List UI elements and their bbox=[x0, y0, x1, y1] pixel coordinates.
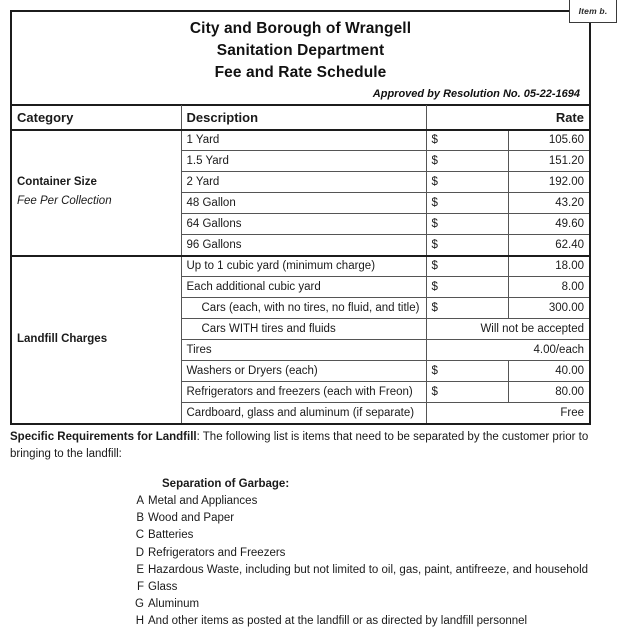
rate-value-cell: Free bbox=[426, 403, 590, 424]
specific-requirements-text: : The following list is items that need to be separated by the customer prior to bringing to the landfill: bbox=[10, 431, 589, 460]
header-title-line-3: Fee and Rate Schedule bbox=[214, 64, 387, 81]
list-item-letter: E bbox=[136, 563, 144, 576]
rate-value-cell: 105.60 bbox=[508, 130, 590, 151]
description-cell: 48 Gallon bbox=[181, 193, 426, 214]
list-item-text: Wood and Paper bbox=[148, 512, 235, 525]
rate-currency-symbol: $ bbox=[426, 214, 508, 235]
list-item-letter: B bbox=[136, 512, 144, 525]
description-cell: 2 Yard bbox=[181, 172, 426, 193]
list-item-text: Refrigerators and Freezers bbox=[148, 546, 286, 559]
table-header-row bbox=[11, 106, 590, 130]
column-header-rate: Rate bbox=[426, 106, 590, 130]
rate-value-cell: 62.40 bbox=[508, 235, 590, 256]
rate-currency-symbol: $ bbox=[426, 235, 508, 256]
rate-currency-symbol: $ bbox=[426, 361, 508, 382]
separation-of-garbage-block bbox=[10, 475, 591, 631]
column-header-description: Description bbox=[181, 106, 426, 130]
rate-value-cell: 40.00 bbox=[508, 361, 590, 382]
header-title-line-2: Sanitation Department bbox=[216, 42, 385, 59]
rate-value-cell: 151.20 bbox=[508, 151, 590, 172]
category-cell bbox=[11, 256, 181, 424]
item-tab-label: Item b. bbox=[578, 6, 608, 16]
list-item bbox=[130, 510, 591, 527]
description-cell: Cars WITH tires and fluids bbox=[181, 319, 426, 340]
rate-value-cell: 43.20 bbox=[508, 193, 590, 214]
description-cell: Cars (each, with no tires, no fluid, and title) bbox=[181, 298, 426, 319]
specific-requirements-paragraph bbox=[10, 429, 591, 463]
description-cell: 1 Yard bbox=[181, 130, 426, 151]
rate-value-cell: 4.00/each bbox=[426, 340, 590, 361]
description-cell: Each additional cubic yard bbox=[181, 277, 426, 298]
list-item-text: Glass bbox=[148, 581, 178, 594]
description-cell: Washers or Dryers (each) bbox=[181, 361, 426, 382]
approved-by-resolution: Approved by Resolution No. 05-22-1694 bbox=[372, 88, 580, 100]
category-subtitle: Fee Per Collection bbox=[17, 195, 112, 207]
description-cell: Refrigerators and freezers (each with Freon) bbox=[181, 382, 426, 403]
rate-currency-symbol: $ bbox=[426, 193, 508, 214]
list-item-letter: H bbox=[135, 615, 144, 628]
category-title: Landfill Charges bbox=[17, 333, 108, 345]
list-item-text: Aluminum bbox=[148, 598, 200, 611]
list-item-text: Batteries bbox=[148, 529, 194, 542]
rate-currency-symbol: $ bbox=[426, 130, 508, 151]
header-title-line-1: City and Borough of Wrangell bbox=[189, 20, 412, 37]
separation-of-garbage-list bbox=[10, 493, 591, 631]
list-item bbox=[130, 562, 591, 579]
list-item bbox=[130, 596, 591, 613]
rate-value-cell: 8.00 bbox=[508, 277, 590, 298]
description-cell: 96 Gallons bbox=[181, 235, 426, 256]
category-cell bbox=[11, 130, 181, 256]
description-cell: Up to 1 cubic yard (minimum charge) bbox=[181, 256, 426, 277]
list-item-text: Hazardous Waste, including but not limited to oil, gas, paint, antifreeze, and household bbox=[148, 563, 589, 576]
rate-value-cell: 192.00 bbox=[508, 172, 590, 193]
rate-value-cell: 49.60 bbox=[508, 214, 590, 235]
rate-value-cell: 80.00 bbox=[508, 382, 590, 403]
list-item bbox=[130, 579, 591, 596]
fee-and-rate-table bbox=[10, 105, 591, 425]
list-item-letter: D bbox=[135, 546, 144, 559]
list-item bbox=[130, 545, 591, 562]
list-item-text: And other items as posted at the landfill or as directed by landfill personnel bbox=[148, 615, 528, 628]
separation-of-garbage-heading: Separation of Garbage: bbox=[162, 478, 290, 490]
document-header bbox=[10, 10, 591, 105]
table-row bbox=[11, 256, 590, 277]
rate-currency-symbol: $ bbox=[426, 277, 508, 298]
notes-section bbox=[10, 429, 591, 631]
rate-currency-symbol: $ bbox=[426, 172, 508, 193]
item-tab bbox=[569, 0, 617, 23]
list-item bbox=[130, 527, 591, 544]
list-item-letter: F bbox=[136, 581, 144, 594]
rate-value-cell: 300.00 bbox=[508, 298, 590, 319]
description-cell: Cardboard, glass and aluminum (if separate) bbox=[181, 403, 426, 424]
rate-value-cell: 18.00 bbox=[508, 256, 590, 277]
document-sheet bbox=[10, 10, 591, 425]
list-item-letter: G bbox=[135, 598, 144, 611]
list-item-letter: C bbox=[135, 529, 144, 542]
description-cell: 1.5 Yard bbox=[181, 151, 426, 172]
description-cell: 64 Gallons bbox=[181, 214, 426, 235]
rate-value-cell: Will not be accepted bbox=[426, 319, 590, 340]
rate-currency-symbol: $ bbox=[426, 151, 508, 172]
rate-currency-symbol: $ bbox=[426, 298, 508, 319]
table-row bbox=[11, 130, 590, 151]
description-cell: Tires bbox=[181, 340, 426, 361]
specific-requirements-label: Specific Requirements for Landfill bbox=[10, 431, 197, 443]
category-title: Container Size bbox=[17, 176, 97, 188]
list-item bbox=[130, 493, 591, 510]
list-item bbox=[130, 613, 591, 630]
column-header-category: Category bbox=[11, 106, 181, 130]
rate-currency-symbol: $ bbox=[426, 382, 508, 403]
list-item-letter: A bbox=[136, 495, 144, 507]
list-item-text: Metal and Appliances bbox=[148, 495, 258, 507]
rate-currency-symbol: $ bbox=[426, 256, 508, 277]
